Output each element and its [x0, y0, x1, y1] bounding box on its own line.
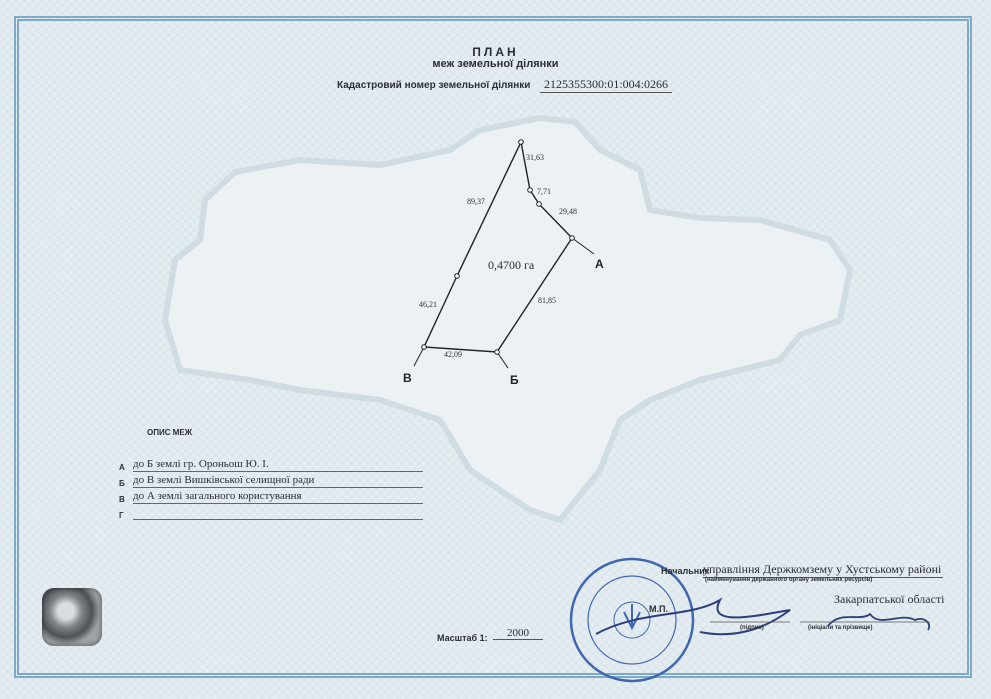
segment-length: 81,85 — [538, 296, 556, 305]
cadastral-label: Кадастровий номер земельної ділянки — [337, 80, 531, 91]
vertex — [495, 350, 500, 355]
point-label-v: В — [403, 371, 412, 385]
segment-length: 31,63 — [526, 153, 544, 162]
segment-length: 7,71 — [537, 187, 551, 196]
vertex — [422, 345, 427, 350]
boundary-text — [133, 506, 423, 520]
boundary-letter: А — [119, 463, 125, 472]
plot-area: 0,4700 га — [488, 258, 535, 272]
boundary-letter: В — [119, 495, 125, 504]
segment-length: 42,09 — [444, 350, 462, 359]
seal-place-label: М.П. — [649, 604, 668, 614]
scale-label: Масштаб 1: — [437, 633, 488, 643]
vertex — [519, 140, 524, 145]
point-label-b: Б — [510, 373, 519, 387]
page-subtitle: меж земельної ділянки — [432, 58, 559, 70]
name-caption: (ініціали та прізвище) — [808, 625, 873, 631]
chief-label: Начальник — [661, 566, 710, 576]
segment-length: 29,48 — [559, 207, 577, 216]
boundary-text: до В землі Вишківської селищної ради — [133, 474, 423, 488]
vertex — [528, 188, 533, 193]
cadastral-number: 2125355300:01:004:0266 — [540, 77, 672, 93]
boundary-letter: Б — [119, 479, 125, 488]
segment-length: 46,21 — [419, 300, 437, 309]
vertex — [455, 274, 460, 279]
boundary-text: до Б землі гр. Ороньош Ю. І. — [133, 458, 423, 472]
hologram-sticker — [42, 588, 102, 646]
segment-length: 89,37 — [467, 197, 485, 206]
point-label-a: А — [595, 257, 604, 271]
page-title: ПЛАН — [472, 45, 519, 59]
scale-value: 2000 — [493, 627, 543, 640]
boundary-letter: Г — [119, 511, 124, 520]
boundary-text: до А землі загального користування — [133, 490, 423, 504]
boundaries-title: ОПИС МЕЖ — [147, 428, 192, 437]
vertex — [537, 202, 542, 207]
chief-authority: управління Держкомзему у Хустському районі — [703, 562, 942, 576]
region-name: Закарпатської області — [834, 592, 945, 606]
vertex — [570, 236, 575, 241]
signature-caption: (підпис) — [740, 625, 764, 631]
chief-caption: (найменування державного органу земельних ресурсів) — [705, 577, 873, 583]
